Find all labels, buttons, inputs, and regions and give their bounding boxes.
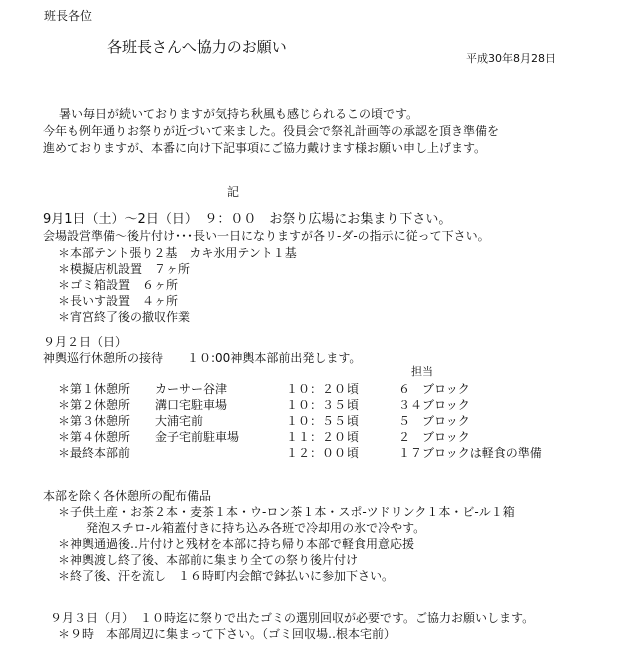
tanto-label: 担当 [411, 365, 433, 378]
rest-stop-place: 溝口宅駐車場 [155, 398, 228, 412]
section3-heading: 本部を除く各休憩所の配布備品 [43, 489, 212, 503]
rest-stop-block: １７ブロックは軽食の準備 [398, 446, 542, 460]
rest-stop-place: カーサー谷津 [155, 382, 228, 396]
intro-line-1: 暑い毎日が続いておりますが気持ち秋風も感じられるこの頃です。 [59, 107, 419, 121]
rest-stop-place: 大浦宅前 [155, 414, 204, 428]
intro-line-3: 進めておりますが、本番に向け下記事項にご協力戴けます様お願い申し上げます。 [43, 141, 487, 155]
section3-line: ＊終了後、汗を流し １６時町内会館で鉢払いに参加下さい。 [58, 569, 395, 583]
addressee: 班長各位 [44, 9, 93, 23]
rest-stop-name: ＊最終本部前 [58, 446, 131, 460]
rest-stop-place: 金子宅前駐車場 [155, 430, 240, 444]
rest-stop-name: ＊第３休憩所 [58, 414, 131, 428]
section1-item: ＊宵宮終了後の撤収作業 [58, 310, 191, 324]
section2-desc: 神輿巡行休憩所の接待 １０:00神輿本部前出発します。 [43, 351, 362, 365]
section3-line: ＊神輿通過後‥片付けと残材を本部に持ち帰り本部で軽食用意応援 [58, 537, 415, 551]
document-date: 平成30年8月28日 [466, 52, 556, 65]
section1-item: ＊ゴミ箱設置 ６ヶ所 [58, 278, 179, 292]
rest-stop-name: ＊第４休憩所 [58, 430, 131, 444]
section4-heading: ９月３日（月） １０時迄に祭りで出たゴミの選別回収が必要です。ご協力お願いします。 [50, 611, 535, 625]
section1-desc: 会場設営準備～後片付け･･･長い一日になりますが各リ-ダ-の指示に従って下さい。 [43, 229, 490, 243]
rest-stop-time: １２：００ [286, 446, 347, 460]
rest-stop-approx: 頃 [347, 446, 360, 460]
ki-heading: 記 [227, 185, 240, 199]
section4-item: ＊９時 本部周辺に集まって下さい。（ゴミ回収場‥根本宅前） [58, 627, 397, 641]
rest-stop-approx: 頃 [347, 430, 360, 444]
document-title: 各班長さんへ協力のお願い [107, 38, 287, 56]
rest-stop-name: ＊第２休憩所 [58, 398, 131, 412]
section1-heading: 9月1日（土）～2日（日） ９：００ お祭り広場にお集まり下さい。 [43, 212, 452, 227]
section3-line: 発泡スチロ-ル箱蓋付きに持ち込み各班で冷却用の氷で冷やす。 [86, 521, 426, 535]
section3-line: ＊子供土産・お茶２本・麦茶１本・ウ-ロン茶１本・スポ-ツドリンク１本・ビ-ル１箱 [58, 505, 515, 519]
rest-stop-approx: 頃 [347, 398, 360, 412]
section1-item: ＊本部テント張り２基 カキ氷用テント１基 [58, 246, 297, 260]
rest-stop-time: １１：２０ [286, 430, 347, 444]
rest-stop-time: １０：２０ [286, 382, 347, 396]
section1-item: ＊模擬店机設置 ７ヶ所 [58, 262, 191, 276]
section1-item: ＊長いす設置 ４ヶ所 [58, 294, 179, 308]
rest-stop-approx: 頃 [347, 382, 360, 396]
rest-stop-block: ３４ブロック [398, 398, 470, 412]
section2-heading: ９月２日（日） [43, 335, 128, 349]
section3-line: ＊神輿渡し終了後、本部前に集まり全ての祭り後片付け [58, 553, 359, 567]
rest-stop-block: ６ ブロック [398, 382, 470, 396]
intro-line-2: 今年も例年通りお祭りが近づいて来ました。役員会で祭礼計画等の承認を頂き準備を [43, 124, 500, 138]
rest-stop-time: １０：５５ [286, 414, 347, 428]
rest-stop-block: ５ ブロック [398, 414, 470, 428]
rest-stop-name: ＊第１休憩所 [58, 382, 131, 396]
rest-stop-block: ２ ブロック [398, 430, 470, 444]
rest-stop-approx: 頃 [347, 414, 360, 428]
rest-stop-time: １０：３５ [286, 398, 347, 412]
